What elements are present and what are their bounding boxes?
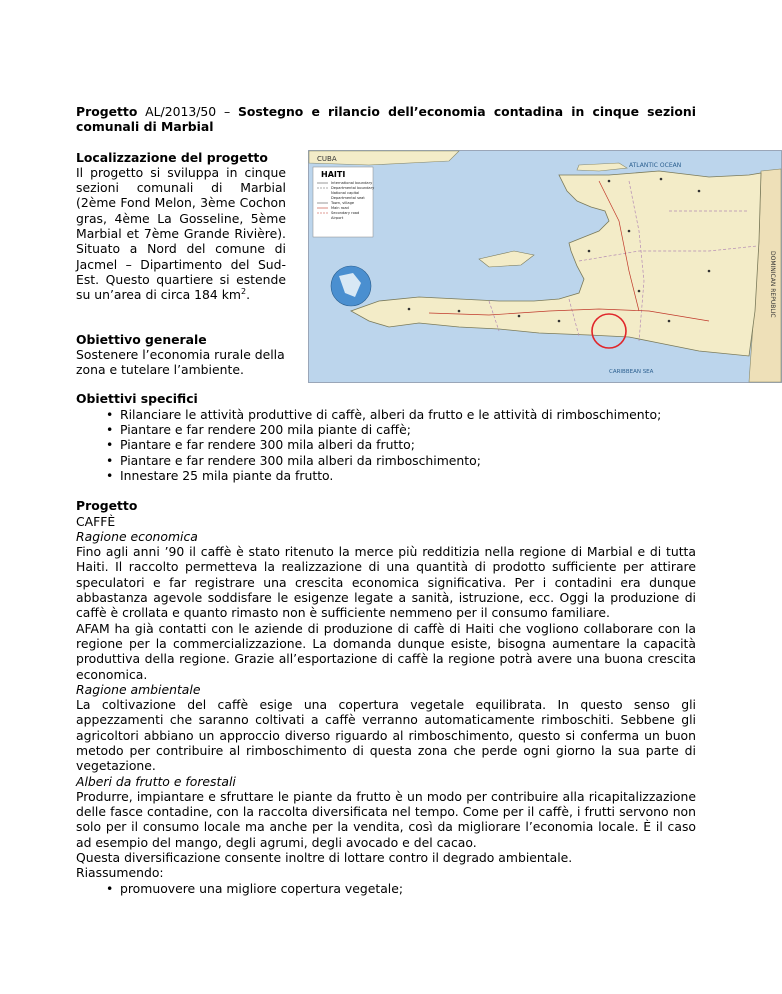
list-item: • Piantare e far rendere 200 mila piante di caffè; <box>120 422 696 437</box>
economic-paragraph-2: AFAM ha già contatti con le aziende di produzione di caffè di Haiti che vogliono collaborare con la regione per la commercializzazione. La domanda dunque esiste, bisogna aumentare la capacità produttiva della regione. Grazie all’esportazione di caffè la regione potrà avere una buona crescita economica. <box>76 620 696 682</box>
trees-heading: Alberi da frutto e forestali <box>76 773 236 789</box>
title-text: Sostegno e rilancio dell’economia contadina in cinque sezioni comunali di Marbial <box>76 104 696 135</box>
summary-label: Riassumendo: <box>76 865 164 881</box>
legend-item: Town, village <box>331 200 355 205</box>
trees-paragraph: Produrre, impiantare e sfruttare le piante da frutto è un modo per contribuire alla ricapitalizzazione delle fasce contadine, con la raccolta diversificata nel tempo. Come per il caffè, i frutti servono non solo per il consumo locale ma anche per la vendita, così da migliorare l’economia locale. È il caso ad esempio del mango, degli agrumi, degli avocado e del cacao. <box>76 788 696 850</box>
haiti-map <box>308 150 782 383</box>
economic-heading: Ragione economica <box>76 528 198 544</box>
list-item: • Innestare 25 mila piante da frutto. <box>120 468 696 483</box>
general-text: Sostenere l’economia rurale della zona e tutelare l’ambiente. <box>76 346 285 378</box>
map-sea-label: CARIBBEAN SEA <box>609 368 654 375</box>
specific-heading: Obiettivi specifici <box>76 391 198 407</box>
localization-text: Il progetto si sviluppa in cinque sezioni comunali di Marbial (2ème Fond Melon, 3ème Cochon gras, 4ème La Gosseline, 5ème Marbial et 7ème Grande Rivière). Situato a Nord del comune di Jacmel – Dipartimento del Sud-Est. Questo quartiere si estende su un’area di circa 184 $km^2$. <box>76 164 286 303</box>
list-item: • Piantare e far rendere 300 mila alberi da rimboschimento; <box>120 453 696 468</box>
environmental-heading: Ragione ambientale <box>76 681 201 697</box>
list-item: • Rilanciare le attività produttive di caffè, alberi da frutto e le attività di rimboschimento; <box>120 407 696 422</box>
legend-item: Departmental seat <box>331 195 365 200</box>
legend-item: Departmental boundary <box>331 185 375 190</box>
document-page <box>76 104 776 896</box>
document-title <box>76 104 696 135</box>
map-title: HAITI <box>321 169 346 179</box>
legend-item: Secondary road <box>331 210 360 215</box>
list-item: • promuovere una migliore copertura vegetale; <box>120 881 696 896</box>
intro-section <box>76 149 776 378</box>
project-heading: Progetto <box>76 498 138 514</box>
title-prefix: Progetto <box>76 104 138 119</box>
map-cuba-label: CUBA <box>317 154 337 163</box>
legend-item: Main road <box>331 205 349 210</box>
map-dr-label: DOMINICAN REPUBLIC <box>769 250 776 318</box>
list-item: • Piantare e far rendere 300 mila alberi da frutto; <box>120 437 696 452</box>
localization-heading: Localizzazione del progetto <box>76 149 268 165</box>
legend-item: International boundary <box>331 180 373 185</box>
project-subheading: CAFFÈ <box>76 513 116 529</box>
project-section <box>76 498 696 896</box>
trees-paragraph-2: Questa diversificazione consente inoltre di lottare contro il degrado ambientale. <box>76 850 573 866</box>
title-code: AL/2013/50 – <box>145 104 231 119</box>
economic-paragraph-1: Fino agli anni ’90 il caffè è stato ritenuto la merce più redditizia nella regione di Marbial e di tutta Haiti. Il raccolto permetteva la realizzazione di una quantità di prodotto sufficiente per attirare speculatori e far registrare una crescita economica significativa. Per i contadini era dunque abbastanza agevole soddisfare le esigenze legate a sanità, istruzione, ecc. Oggi la produzione di caffè è crollata e quanto rimasto non è sufficiente nemmeno per il consumo familiare. <box>76 544 696 621</box>
summary-list <box>76 881 696 896</box>
haiti-map-graphic <box>309 151 781 382</box>
general-heading: Obiettivo generale <box>76 331 207 347</box>
legend-item: Airport <box>331 215 344 220</box>
specific-section <box>76 391 696 483</box>
environmental-paragraph: La coltivazione del caffè esige una copertura vegetale equilibrata. In questo senso gli appezzamenti che saranno coltivati a caffè verranno automaticamente rimboschiti. Sebbene gli agricoltori abbiano un approccio diverso riguardo al rimboschimento, questo si conferma un buon metodo per contribuire al rimboschimento di questa zona che perde ogni giorno la sua parte di vegetazione. <box>76 697 696 774</box>
specific-list <box>76 407 696 483</box>
map-ocean-label: ATLANTIC OCEAN <box>629 161 682 169</box>
legend-item: National capital <box>331 190 360 195</box>
